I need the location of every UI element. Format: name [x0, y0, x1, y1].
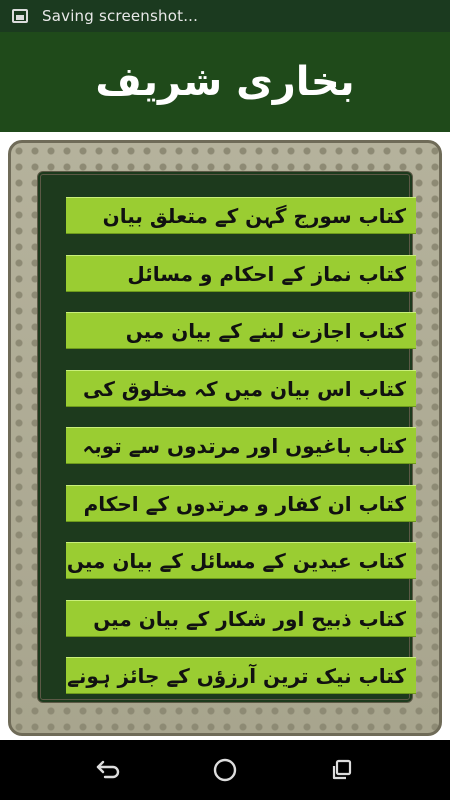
home-icon: [212, 757, 238, 783]
chapter-item[interactable]: کتاب باغیوں اور مرتدوں سے توبہ: [66, 427, 416, 464]
page-title: بخاری شریف: [95, 59, 355, 105]
back-icon: [95, 759, 121, 781]
chapter-item[interactable]: کتاب ان کفار و مرتدوں کے احکام: [66, 485, 416, 522]
content-area: [0, 132, 450, 740]
back-button[interactable]: [88, 750, 128, 790]
chapter-item[interactable]: کتاب نیک ترین آرزؤں کے جائز ہونے: [66, 657, 416, 694]
status-notification-text: Saving screenshot...: [42, 7, 199, 25]
chapter-item[interactable]: کتاب ذبیح اور شکار کے بیان میں: [66, 600, 416, 637]
chapter-item[interactable]: کتاب اس بیان میں کہ مخلوق کی: [66, 370, 416, 407]
ornamental-frame: [8, 140, 442, 736]
screenshot-icon: [12, 9, 28, 23]
chapter-item[interactable]: کتاب سورج گہن کے متعلق بیان: [66, 197, 416, 234]
app-header: [0, 32, 450, 132]
recents-button[interactable]: [322, 750, 362, 790]
chapter-item[interactable]: کتاب نماز کے احکام و مسائل: [66, 255, 416, 292]
chapter-item[interactable]: کتاب عیدین کے مسائل کے بیان میں: [66, 542, 416, 579]
chapter-item[interactable]: کتاب اجازت لینے کے بیان میں: [66, 312, 416, 349]
home-button[interactable]: [205, 750, 245, 790]
chapter-list: [66, 197, 416, 715]
recents-icon: [330, 758, 354, 782]
status-bar: [0, 0, 450, 32]
navigation-bar: [0, 740, 450, 800]
